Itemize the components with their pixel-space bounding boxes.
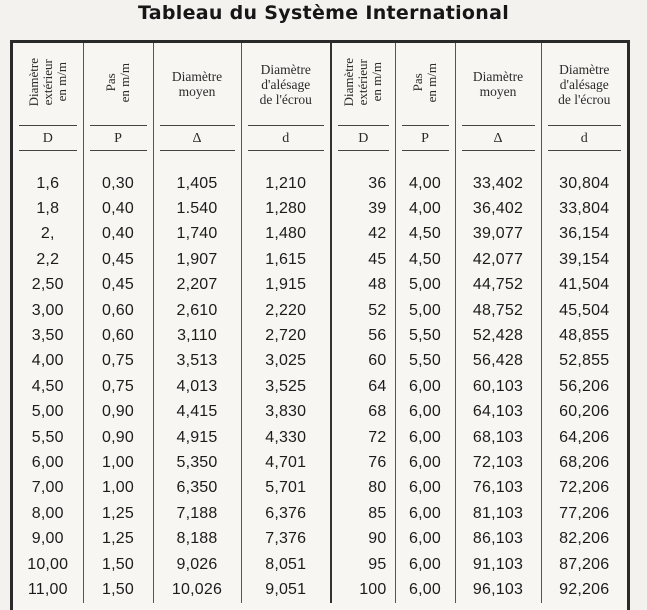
table-cell: 81,103: [455, 501, 541, 526]
table-cell: 4,50: [31, 377, 64, 395]
table-cell: 76: [331, 450, 395, 475]
spacer-row: [13, 159, 627, 171]
table-cell: 5,701: [241, 476, 331, 501]
table-row: [13, 273, 627, 298]
table-cell: 0,40: [83, 222, 153, 247]
table-cell: 0,75: [83, 349, 153, 374]
table-row: [13, 171, 627, 196]
table-cell: 2,207: [153, 273, 241, 298]
symbol-row: [13, 125, 627, 159]
table-cell: 1,50: [83, 552, 153, 577]
table-cell: 33,804: [541, 196, 627, 221]
table-cell: 4,915: [153, 425, 241, 450]
table-cell: 72: [331, 425, 395, 450]
table-cell: 42,077: [455, 247, 541, 272]
table-cell: 39: [331, 196, 395, 221]
table-cell: 0,60: [83, 298, 153, 323]
table-cell: 5,50: [395, 349, 455, 374]
table-cell: 5,350: [153, 450, 241, 475]
table-cell: 8,188: [153, 526, 241, 551]
table-cell: 5,00: [395, 298, 455, 323]
table-cell: 4,00: [395, 196, 455, 221]
symbol-cell: D: [331, 125, 395, 159]
table-cell: 68: [331, 400, 395, 425]
header-mean-diameter-2: Diamètre moyen: [455, 43, 541, 125]
table-cell: 77,206: [541, 501, 627, 526]
thread-table: [13, 43, 627, 603]
table-cell: 2,50: [31, 276, 64, 294]
header-pitch-1: Pas en m/m: [83, 43, 153, 125]
table-cell: 1,6: [36, 174, 60, 192]
table-cell: 44,752: [455, 273, 541, 298]
header-row: [13, 43, 627, 125]
table-cell: 45: [331, 247, 395, 272]
symbol-cell: P: [83, 125, 153, 159]
table-cell: 1,280: [241, 196, 331, 221]
table-cell: 48,855: [541, 323, 627, 348]
table-cell: 100: [331, 577, 395, 602]
table-row: [13, 501, 627, 526]
table-cell: 10,026: [153, 577, 241, 602]
table-cell: 4,415: [153, 400, 241, 425]
table-cell: 64,206: [541, 425, 627, 450]
table-cell: 76,103: [455, 476, 541, 501]
table-cell: 82,206: [541, 526, 627, 551]
table-cell: 48: [331, 273, 395, 298]
table-cell: 7,188: [153, 501, 241, 526]
table-cell: 92,206: [541, 577, 627, 602]
table-cell: 6,376: [241, 501, 331, 526]
symbol-cell: d: [541, 125, 627, 159]
table-cell: 86,103: [455, 526, 541, 551]
table-cell: 1,25: [83, 501, 153, 526]
table-cell: 7,00: [31, 479, 64, 497]
table-cell: 5,50: [395, 323, 455, 348]
table-row: [13, 425, 627, 450]
table-row: [13, 552, 627, 577]
table-cell: 85: [331, 501, 395, 526]
header-nut-bore-1: Diamètre d'alésage de l'écrou: [241, 43, 331, 125]
table-row: [13, 323, 627, 348]
table-cell: 72,206: [541, 476, 627, 501]
table-cell: 1,8: [36, 200, 60, 218]
table-cell: 52,855: [541, 349, 627, 374]
table-cell: 36,402: [455, 196, 541, 221]
table-cell: 33,402: [455, 171, 541, 196]
table-cell: 9,051: [241, 577, 331, 602]
table-cell: 1,210: [241, 171, 331, 196]
table-cell: 0,40: [83, 196, 153, 221]
table-cell: 6,00: [395, 501, 455, 526]
table-cell: 4,013: [153, 374, 241, 399]
table-row: [13, 374, 627, 399]
table-cell: 0,90: [83, 400, 153, 425]
table-cell: 36: [331, 171, 395, 196]
table-cell: 1,480: [241, 222, 331, 247]
table-cell: 2,720: [241, 323, 331, 348]
table-cell: 3,525: [241, 374, 331, 399]
table-cell: 48,752: [455, 298, 541, 323]
table-cell: 4,50: [395, 247, 455, 272]
table-body: [13, 171, 627, 603]
table-cell: 6,00: [395, 400, 455, 425]
table-cell: 56,206: [541, 374, 627, 399]
table-cell: 56: [331, 323, 395, 348]
table-cell: 5,00: [31, 403, 64, 421]
table-row: [13, 247, 627, 272]
table-cell: 4,00: [31, 352, 64, 370]
header-pitch-2: Pas en m/m: [395, 43, 455, 125]
symbol-cell: Δ: [455, 125, 541, 159]
table-cell: 0,75: [83, 374, 153, 399]
table-cell: 2,: [40, 225, 55, 243]
table-row: [13, 577, 627, 602]
table-cell: 91,103: [455, 552, 541, 577]
table-cell: 0,30: [83, 171, 153, 196]
table-row: [13, 349, 627, 374]
table-cell: 6,00: [395, 374, 455, 399]
table-cell: 39,077: [455, 222, 541, 247]
table-cell: 1,907: [153, 247, 241, 272]
table-cell: 45,504: [541, 298, 627, 323]
table-cell: 68,103: [455, 425, 541, 450]
table-cell: 1,50: [83, 577, 153, 602]
table-cell: 64: [331, 374, 395, 399]
header-outer-diameter-2: Diamètre extérieur en m/m: [331, 43, 395, 125]
table-row: [13, 450, 627, 475]
table-cell: 41,504: [541, 273, 627, 298]
symbol-cell: P: [395, 125, 455, 159]
table-cell: 6,00: [395, 552, 455, 577]
table-cell: 1,405: [153, 171, 241, 196]
table-cell: 8,051: [241, 552, 331, 577]
table-cell: 0,90: [83, 425, 153, 450]
table-cell: 60,206: [541, 400, 627, 425]
table-cell: 5,00: [395, 273, 455, 298]
table-row: [13, 526, 627, 551]
table-cell: 80: [331, 476, 395, 501]
table-cell: 1,615: [241, 247, 331, 272]
table-cell: 42: [331, 222, 395, 247]
table-cell: 0,45: [83, 273, 153, 298]
symbol-cell: D: [13, 125, 83, 159]
table-cell: 5,50: [31, 428, 64, 446]
table-cell: 6,00: [395, 425, 455, 450]
table-cell: 3,110: [153, 323, 241, 348]
table-cell: 8,00: [31, 504, 64, 522]
table-cell: 0,45: [83, 247, 153, 272]
table-row: [13, 476, 627, 501]
table-cell: 0,60: [83, 323, 153, 348]
table-cell: 2,610: [153, 298, 241, 323]
table-cell: 60: [331, 349, 395, 374]
table-row: [13, 222, 627, 247]
table-row: [13, 196, 627, 221]
table-cell: 39,154: [541, 247, 627, 272]
table-cell: 1,740: [153, 222, 241, 247]
table-cell: 68,206: [541, 450, 627, 475]
table-row: [13, 298, 627, 323]
table-cell: 10,00: [27, 555, 69, 573]
table-cell: 9,026: [153, 552, 241, 577]
table-cell: 6,00: [395, 577, 455, 602]
table-cell: 72,103: [455, 450, 541, 475]
table-cell: 90: [331, 526, 395, 551]
table-cell: 11,00: [27, 580, 68, 598]
table-cell: 3,00: [31, 301, 64, 319]
table-cell: 1,25: [83, 526, 153, 551]
table-cell: 2,220: [241, 298, 331, 323]
header-mean-diameter-1: Diamètre moyen: [153, 43, 241, 125]
table-cell: 3,50: [31, 327, 64, 345]
table-cell: 4,701: [241, 450, 331, 475]
symbol-cell: d: [241, 125, 331, 159]
table-cell: 30,804: [541, 171, 627, 196]
header-outer-diameter-1: Diamètre extérieur en m/m: [25, 58, 69, 107]
table-cell: 60,103: [455, 374, 541, 399]
table-cell: 3,025: [241, 349, 331, 374]
table-cell: 52,428: [455, 323, 541, 348]
table-cell: 2,2: [36, 250, 60, 268]
table-cell: 1,00: [83, 450, 153, 475]
table-frame: [10, 40, 630, 610]
table-cell: 4,330: [241, 425, 331, 450]
table-cell: 1,915: [241, 273, 331, 298]
table-cell: 9,00: [31, 530, 64, 548]
table-cell: 1.540: [153, 196, 241, 221]
table-cell: 6,00: [31, 453, 64, 471]
table-cell: 4,00: [395, 171, 455, 196]
symbol-cell: Δ: [153, 125, 241, 159]
table-cell: 6,00: [395, 450, 455, 475]
table-cell: 3,830: [241, 400, 331, 425]
table-cell: 6,00: [395, 526, 455, 551]
header-nut-bore-2: Diamètre d'alésage de l'écrou: [541, 43, 627, 125]
table-cell: 4,50: [395, 222, 455, 247]
table-cell: 6,350: [153, 476, 241, 501]
table-cell: 64,103: [455, 400, 541, 425]
page-title: Tableau du Système International: [137, 2, 510, 24]
table-cell: 52: [331, 298, 395, 323]
table-cell: 87,206: [541, 552, 627, 577]
table-cell: 36,154: [541, 222, 627, 247]
table-cell: 6,00: [395, 476, 455, 501]
table-cell: 56,428: [455, 349, 541, 374]
table-cell: 95: [331, 552, 395, 577]
table-cell: 1,00: [83, 476, 153, 501]
table-cell: 96,103: [455, 577, 541, 602]
table-cell: 7,376: [241, 526, 331, 551]
table-row: [13, 400, 627, 425]
table-cell: 3,513: [153, 349, 241, 374]
